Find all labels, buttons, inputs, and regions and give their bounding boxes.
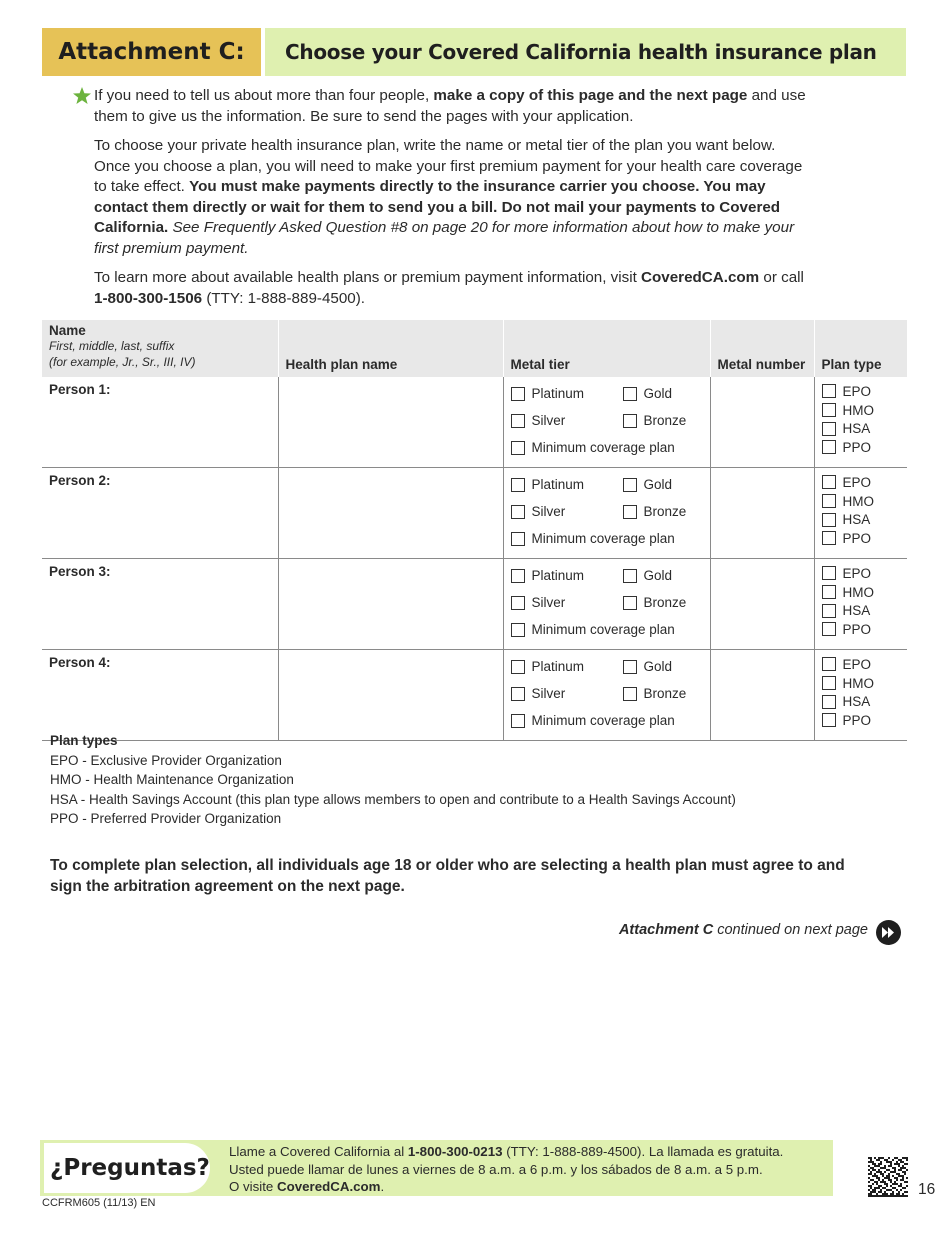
checkbox-gold[interactable] — [623, 477, 673, 492]
checkbox-box[interactable] — [623, 687, 637, 701]
checkbox-box[interactable] — [623, 414, 637, 428]
option-label: PPO — [842, 621, 872, 637]
intro-p3-c: (TTY: 1-888-889-4500). — [202, 289, 366, 307]
checkbox-box[interactable] — [822, 384, 836, 398]
checkbox-ppo[interactable] — [822, 711, 901, 730]
help-line3-a: O visite — [229, 1179, 278, 1195]
option-label: Platinum — [531, 477, 585, 492]
option-label: Bronze — [643, 413, 687, 428]
checkbox-gold[interactable] — [623, 568, 673, 583]
plan-selection-table — [42, 320, 907, 741]
checkbox-hmo[interactable] — [822, 401, 901, 420]
option-label: Platinum — [531, 386, 585, 401]
checkbox-box[interactable] — [623, 387, 637, 401]
option-label: Gold — [643, 659, 673, 674]
checkbox-box[interactable] — [623, 505, 637, 519]
help-text — [229, 1143, 829, 1196]
person-label — [42, 650, 278, 741]
option-label: Minimum coverage plan — [531, 713, 675, 728]
checkbox-bronze[interactable] — [623, 595, 687, 610]
option-label: Silver — [531, 686, 566, 701]
checkbox-minimum-coverage[interactable] — [511, 440, 675, 455]
intro-p2-a: To choose your private health insurance plan, write the name or metal tier of the plan you want below. Once you choose a plan, you will need to make your first premium payment for your health care coverage to take effect. — [94, 137, 803, 195]
metal-number-field[interactable] — [710, 650, 814, 741]
checkbox-silver[interactable] — [511, 686, 566, 701]
person-label-text: Person 1: — [49, 382, 111, 397]
header-metal-tier: Metal tier — [503, 320, 710, 377]
metal-tier-cell — [503, 559, 710, 650]
checkbox-box[interactable] — [822, 676, 836, 690]
checkbox-box[interactable] — [822, 695, 836, 709]
health-plan-name-field[interactable] — [278, 650, 503, 741]
phone-number: 1-800-300-1506 — [94, 289, 203, 307]
arbitration-note: To complete plan selection, all individuals age 18 or older who are selecting a health plan must agree to and sign the arbitration agreement on the next page. — [50, 857, 845, 895]
person-label-text: Person 4: — [49, 655, 111, 670]
checkbox-box[interactable] — [822, 475, 836, 489]
checkbox-box[interactable] — [511, 414, 525, 428]
help-line3-b: . — [380, 1179, 385, 1195]
header-name-sub1: First, middle, last, suffix — [49, 339, 175, 353]
plan-types-legend — [50, 731, 736, 829]
checkbox-bronze[interactable] — [623, 686, 687, 701]
metal-tier-cell — [503, 468, 710, 559]
checkbox-box[interactable] — [822, 403, 836, 417]
checkbox-bronze[interactable] — [623, 504, 687, 519]
option-label: Minimum coverage plan — [531, 622, 675, 637]
intro-p1-b: make a copy of this page and the next page — [433, 87, 748, 104]
option-label: EPO — [842, 474, 872, 490]
coveredca-link[interactable]: CoveredCA.com — [641, 269, 760, 286]
help-line1-a: Llame a Covered California al — [229, 1144, 408, 1159]
header-name-label: Name — [49, 323, 86, 338]
checkbox-epo[interactable] — [822, 382, 901, 401]
checkbox-box[interactable] — [511, 532, 525, 546]
checkbox-ppo[interactable] — [822, 620, 901, 639]
checkbox-box[interactable] — [623, 596, 637, 610]
checkbox-hmo[interactable] — [822, 583, 901, 602]
health-plan-name-field[interactable] — [278, 377, 503, 468]
metal-tier-cell — [503, 377, 710, 468]
legend-item: EPO - Exclusive Provider Organization — [50, 752, 282, 768]
checkbox-box[interactable] — [822, 585, 836, 599]
checkbox-epo[interactable] — [822, 655, 901, 674]
header-name-sub2: (for example, Jr., Sr., III, IV) — [49, 355, 196, 369]
person-label — [42, 377, 278, 468]
page-title: Choose your Covered California health insurance plan — [265, 28, 906, 76]
intro-p1-c: and use them to give us the information. Be sure to send the pages with your application. — [94, 87, 806, 125]
star-icon — [72, 86, 92, 106]
person-label — [42, 468, 278, 559]
preguntas-label: ¿Preguntas? — [44, 1143, 210, 1193]
option-label: Silver — [531, 504, 566, 519]
checkbox-box[interactable] — [511, 714, 525, 728]
checkbox-hmo[interactable] — [822, 674, 901, 693]
plan-type-cell — [814, 468, 907, 559]
option-label: HMO — [842, 493, 874, 509]
checkbox-box[interactable] — [822, 440, 836, 454]
option-label: HMO — [842, 675, 874, 691]
option-label: Gold — [643, 568, 673, 583]
checkbox-box[interactable] — [623, 660, 637, 674]
option-label: EPO — [842, 565, 872, 581]
continued-rest: continued on next page — [713, 922, 868, 938]
table-row — [42, 468, 907, 559]
metal-number-field[interactable] — [710, 377, 814, 468]
checkbox-epo[interactable] — [822, 564, 901, 583]
qr-code-icon — [868, 1157, 908, 1197]
checkbox-minimum-coverage[interactable] — [511, 622, 675, 637]
table-header-row — [42, 320, 907, 377]
option-label: EPO — [842, 383, 872, 399]
option-label: HSA — [842, 512, 871, 528]
checkbox-box[interactable] — [511, 387, 525, 401]
checkbox-ppo[interactable] — [822, 529, 901, 548]
option-label: Bronze — [643, 504, 687, 519]
page-header — [42, 28, 906, 76]
option-label: HMO — [842, 402, 874, 418]
form-code: CCFRM605 (11/13) EN — [42, 1197, 156, 1209]
checkbox-platinum[interactable] — [511, 659, 585, 674]
checkbox-gold[interactable] — [623, 386, 673, 401]
plan-type-cell — [814, 377, 907, 468]
option-label: EPO — [842, 656, 872, 672]
intro-p2-b: You must make payments directly to the insurance carrier you choose. You may contact them directly or wait for them to send you a bill. Do not mail your payments to Covered California. — [94, 178, 781, 236]
legend-item: HSA - Health Savings Account (this plan type allows members to open and contribute to a Health Savings Account) — [50, 791, 736, 807]
attachment-tab: Attachment C: — [42, 28, 261, 76]
table-row — [42, 377, 907, 468]
person-label-text: Person 3: — [49, 564, 111, 579]
person-label — [42, 559, 278, 650]
header-name — [42, 320, 278, 377]
option-label: PPO — [842, 712, 872, 728]
checkbox-silver[interactable] — [511, 504, 566, 519]
person-label-text: Person 2: — [49, 473, 111, 488]
option-label: Gold — [643, 477, 673, 492]
intro-p3-a: To learn more about available health plans or premium payment information, visit — [94, 269, 642, 286]
checkbox-box[interactable] — [623, 569, 637, 583]
checkbox-box[interactable] — [623, 478, 637, 492]
checkbox-box[interactable] — [511, 441, 525, 455]
help-line1-b: (TTY: 1-888-889-4500). La llamada es gratuita. — [502, 1144, 784, 1159]
plan-type-cell — [814, 650, 907, 741]
checkbox-platinum[interactable] — [511, 386, 585, 401]
option-label: HMO — [842, 584, 874, 600]
option-label: PPO — [842, 439, 872, 455]
checkbox-box[interactable] — [822, 531, 836, 545]
option-label: PPO — [842, 530, 872, 546]
checkbox-box[interactable] — [511, 687, 525, 701]
legend-item: HMO - Health Maintenance Organization — [50, 772, 294, 788]
intro-paragraph-learn-more — [94, 268, 806, 309]
header-metal-number: Metal number — [710, 320, 814, 377]
checkbox-box[interactable] — [822, 713, 836, 727]
health-plan-name-field[interactable] — [278, 559, 503, 650]
checkbox-gold[interactable] — [623, 659, 673, 674]
checkbox-bronze[interactable] — [623, 413, 687, 428]
help-phone: 1-800-300-0213 — [407, 1144, 503, 1159]
checkbox-minimum-coverage[interactable] — [511, 713, 675, 728]
checkbox-hsa[interactable] — [822, 419, 901, 438]
continued-note — [619, 922, 868, 938]
checkbox-box[interactable] — [822, 604, 836, 618]
checkbox-hsa[interactable] — [822, 510, 901, 529]
checkbox-box[interactable] — [822, 566, 836, 580]
checkbox-box[interactable] — [822, 622, 836, 636]
checkbox-box[interactable] — [511, 623, 525, 637]
option-label: HSA — [842, 603, 871, 619]
option-label: Bronze — [643, 595, 687, 610]
table-row — [42, 650, 907, 741]
option-label: Silver — [531, 413, 566, 428]
option-label: Platinum — [531, 659, 585, 674]
checkbox-hmo[interactable] — [822, 492, 901, 511]
header-plan-type: Plan type — [814, 320, 907, 377]
page-number: 16 — [918, 1181, 936, 1198]
metal-number-field[interactable] — [710, 468, 814, 559]
option-label: Platinum — [531, 568, 585, 583]
checkbox-silver[interactable] — [511, 413, 566, 428]
checkbox-box[interactable] — [511, 478, 525, 492]
metal-tier-cell — [503, 650, 710, 741]
option-label: Minimum coverage plan — [531, 440, 675, 455]
checkbox-platinum[interactable] — [511, 477, 585, 492]
plan-type-cell — [814, 559, 907, 650]
header-plan-name: Health plan name — [278, 320, 503, 377]
intro-paragraph-payment — [94, 136, 806, 259]
help-link[interactable]: CoveredCA.com — [277, 1179, 381, 1195]
legend-item: PPO - Preferred Provider Organization — [50, 811, 282, 827]
checkbox-ppo[interactable] — [822, 438, 901, 457]
checkbox-box[interactable] — [511, 569, 525, 583]
metal-number-field[interactable] — [710, 559, 814, 650]
option-label: HSA — [842, 421, 871, 437]
checkbox-silver[interactable] — [511, 595, 566, 610]
fast-forward-icon — [876, 920, 901, 945]
intro-paragraph-copy — [94, 86, 806, 127]
option-label: Gold — [643, 386, 673, 401]
intro-p3-b: or call — [759, 269, 804, 286]
checkbox-box[interactable] — [511, 505, 525, 519]
checkbox-box[interactable] — [822, 422, 836, 436]
checkbox-box[interactable] — [511, 596, 525, 610]
option-label: Silver — [531, 595, 566, 610]
checkbox-box[interactable] — [822, 494, 836, 508]
checkbox-epo[interactable] — [822, 473, 901, 492]
checkbox-box[interactable] — [822, 513, 836, 527]
checkbox-hsa[interactable] — [822, 692, 901, 711]
option-label: Bronze — [643, 686, 687, 701]
legend-title: Plan types — [50, 733, 118, 748]
intro-p2-c: See Frequently Asked Question #8 on page 20 for more information about how to make your first premium payment. — [94, 219, 795, 257]
help-line2: Usted puede llamar de lunes a viernes de 8 a.m. a 6 p.m. y los sábados de 8 a.m. a 5 p.m. — [229, 1161, 763, 1177]
checkbox-platinum[interactable] — [511, 568, 585, 583]
intro-p1-a: If you need to tell us about more than four people, — [94, 87, 434, 104]
health-plan-name-field[interactable] — [278, 468, 503, 559]
checkbox-minimum-coverage[interactable] — [511, 531, 675, 546]
checkbox-box[interactable] — [511, 660, 525, 674]
table-row — [42, 559, 907, 650]
continued-bold: Attachment C — [618, 922, 714, 938]
option-label: HSA — [842, 694, 871, 710]
checkbox-box[interactable] — [822, 657, 836, 671]
checkbox-hsa[interactable] — [822, 601, 901, 620]
option-label: Minimum coverage plan — [531, 531, 675, 546]
